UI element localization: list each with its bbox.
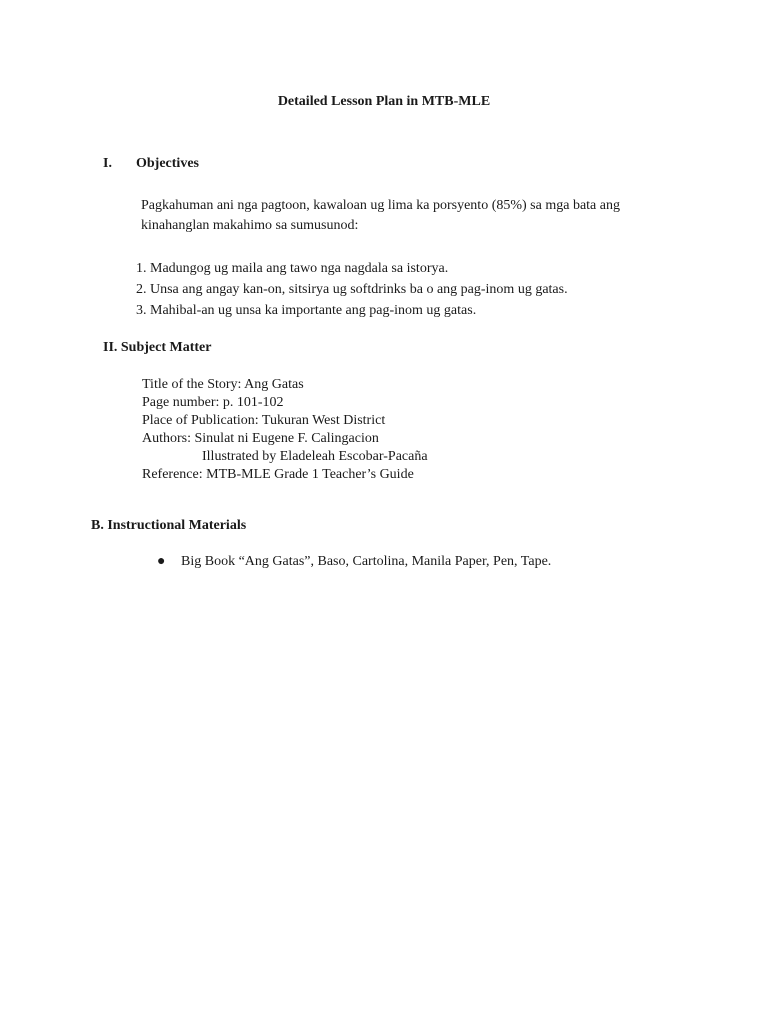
section-number-objectives: I. bbox=[103, 156, 112, 171]
objective-item-2: 2. Unsa ang angay kan-on, sitsirya ug softdrinks ba o ang pag-inom ug gatas. bbox=[136, 282, 568, 297]
objective-item-3: 3. Mahibal-an ug unsa ka importante ang pag-inom ug gatas. bbox=[136, 303, 477, 318]
materials-text: Big Book “Ang Gatas”, Baso, Cartolina, Manila Paper, Pen, Tape. bbox=[181, 554, 552, 569]
subject-line-authors: Authors: Sinulat ni Eugene F. Calingacion bbox=[142, 431, 379, 446]
section-heading-instructional-materials: B. Instructional Materials bbox=[91, 518, 247, 533]
page-title: Detailed Lesson Plan in MTB-MLE bbox=[277, 94, 491, 109]
objective-item-1: 1. Madungog ug maila ang tawo nga nagdala sa istorya. bbox=[136, 261, 449, 276]
section-heading-objectives: Objectives bbox=[136, 156, 199, 171]
subject-line-illustrator: Illustrated by Eladeleah Escobar-Pacaña bbox=[202, 449, 428, 464]
objectives-intro-paragraph: Pagkahuman ani nga pagtoon, kawaloan ug lima ka porsyento (85%) sa mga bata ang kinahanglan makahimo sa sumusunod: bbox=[141, 198, 620, 233]
subject-line-page-number: Page number: p. 101-102 bbox=[142, 395, 284, 410]
bullet-icon: ● bbox=[157, 554, 166, 569]
materials-list-item bbox=[157, 554, 551, 570]
subject-matter-details bbox=[142, 376, 428, 484]
subject-line-place: Place of Publication: Tukuran West District bbox=[142, 413, 386, 428]
objectives-list bbox=[136, 258, 568, 321]
section-heading-subject-matter: II. Subject Matter bbox=[103, 340, 212, 355]
subject-line-title: Title of the Story: Ang Gatas bbox=[142, 377, 304, 392]
subject-line-reference: Reference: MTB-MLE Grade 1 Teacher’s Guide bbox=[142, 467, 414, 482]
